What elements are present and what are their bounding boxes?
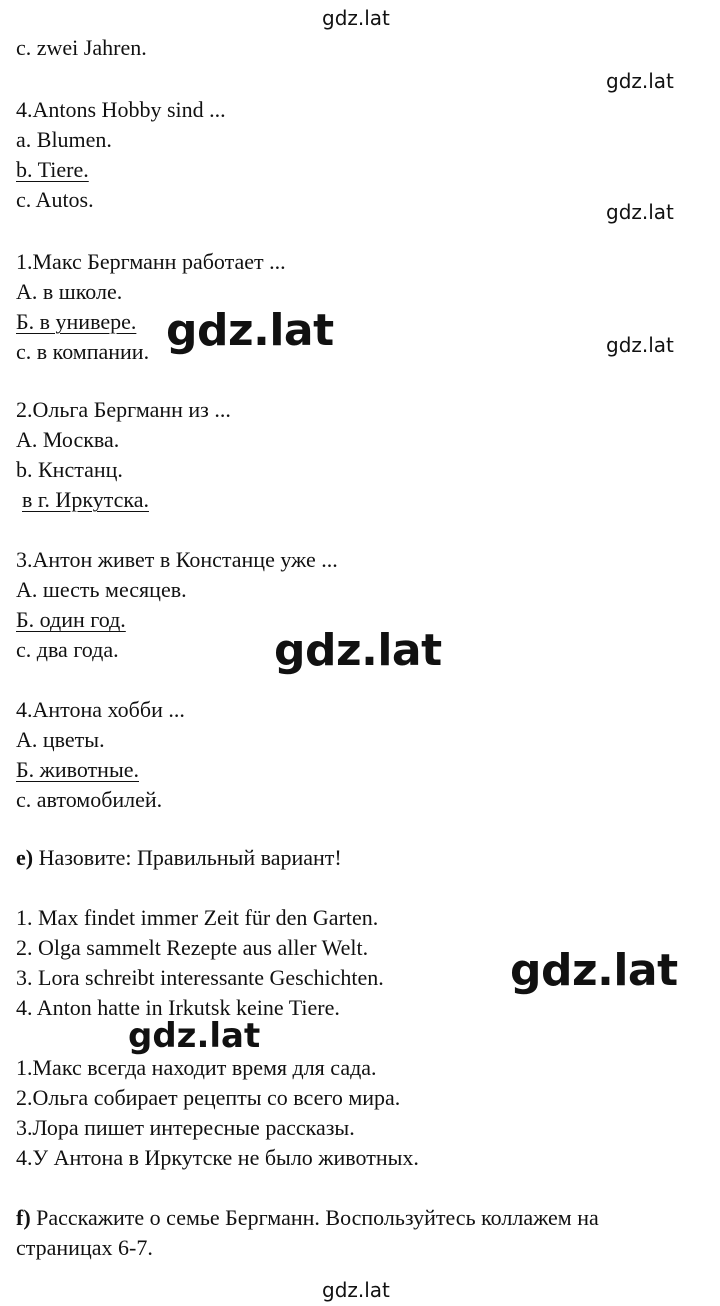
question-line: 1.Макс Бергманн работает ... [16,249,286,274]
option-line: b. Кнстанц. [16,457,123,482]
watermark-top: gdz.lat [322,6,390,30]
watermark-large-2: gdz.lat [274,625,442,676]
task-e-label: e) [16,845,34,870]
option-line: А. Москва. [16,427,120,452]
sentence-line: 1. Max findet immer Zeit für den Garten. [16,905,379,930]
task-e-heading [16,844,342,872]
sentence-line: 3. Lora schreibt interessante Geschichten. [16,965,384,990]
sentence-line: 1.Макс всегда находит время для сада. [16,1055,377,1080]
task-f-label: f) [16,1205,31,1230]
watermark-large-3: gdz.lat [510,945,678,996]
text-line: c. zwei Jahren. [16,35,147,60]
option-line: с. автомобилей. [16,787,163,812]
watermark-right-3: gdz.lat [606,333,674,357]
sentence-line: 3.Лора пишет интересные рассказы. [16,1115,355,1140]
option-line: А. в школе. [16,279,123,304]
correct-option-line: Б. животные. [16,757,139,782]
question-line: 4.Antons Hobby sind ... [16,97,226,122]
watermark-right-2: gdz.lat [606,200,674,224]
question-line: 4.Антона хобби ... [16,697,185,722]
sentence-line: 4. Anton hatte in Irkutsk keine Tiere. [16,995,340,1020]
task-f-heading [16,1204,599,1232]
option-line: с. в компании. [16,339,150,364]
option-line: с. два года. [16,637,119,662]
option-line: c. Autos. [16,187,94,212]
correct-option-line: в г. Иркутска. [22,487,149,512]
task-f-text: Расскажите о семье Бергманн. Воспользуйтесь коллажем на [36,1205,599,1230]
watermark-right-1: gdz.lat [606,69,674,93]
watermark-bottom: gdz.lat [322,1278,390,1302]
correct-option-line: Б. один год. [16,607,126,632]
watermark-large-1: gdz.lat [166,305,334,356]
option-line: А. шесть месяцев. [16,577,187,602]
question-line: 2.Ольга Бергманн из ... [16,397,231,422]
correct-option-line: b. Tiere. [16,157,89,182]
sentence-line: 4.У Антона в Иркутске не было животных. [16,1145,419,1170]
watermark-medium: gdz.lat [128,1016,261,1056]
task-e-text: Назовите: Правильный вариант! [33,845,342,870]
correct-option-line: Б. в универе. [16,309,137,334]
sentence-line: 2.Ольга собирает рецепты со всего мира. [16,1085,401,1110]
sentence-line: 2. Olga sammelt Rezepte aus aller Welt. [16,935,369,960]
option-line: А. цветы. [16,727,105,752]
option-line: a. Blumen. [16,127,112,152]
question-line: 3.Антон живет в Констанце уже ... [16,547,338,572]
task-f-text-cont: страницах 6-7. [16,1235,153,1260]
